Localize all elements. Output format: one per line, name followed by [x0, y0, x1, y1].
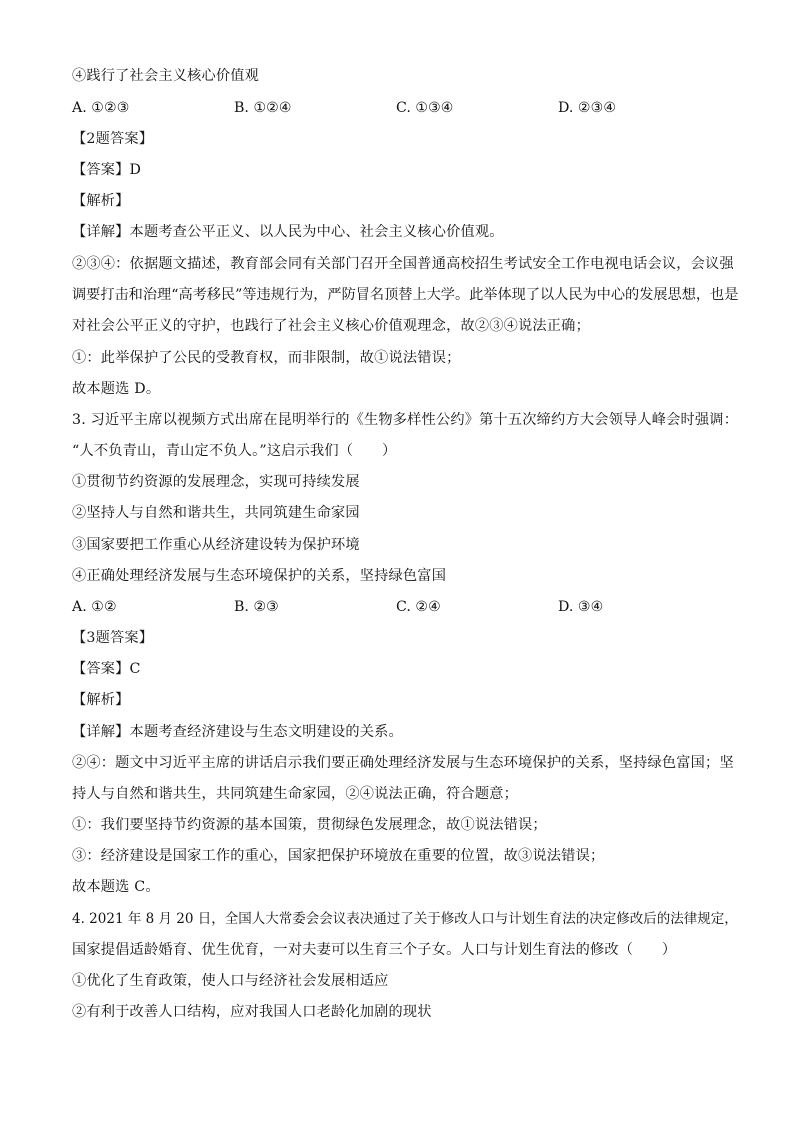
q3-detail: 【详解】本题考查经济建设与生态文明建设的关系。 — [72, 724, 403, 740]
q3-item-1: ①贯彻节约资源的发展理念，实现可持续发展 — [72, 474, 360, 490]
q4-stem-line-2: 国家提倡适龄婚育、优生优育，一对夫妻可以生育三个子女。人口与计划生育法的修改（ ） — [72, 942, 677, 958]
q3-answer-header: 【3题答案】 — [72, 630, 154, 646]
q3-option-b: B. ②③ — [234, 599, 279, 615]
q4-item-1: ①优化了生育政策，使人口与经济社会发展相适应 — [72, 973, 389, 989]
q3-explanation-line-2: 持人与自然和谐共生，共同筑建生命家园，②④说法正确，符合题意； — [72, 786, 519, 802]
q2-explanation-line-4: ①：此举保护了公民的受教育权，而非限制，故①说法错误； — [72, 350, 461, 366]
q2-option-b: B. ①②④ — [234, 100, 292, 116]
q2-option-c: C. ①③④ — [396, 100, 454, 116]
q2-option-d: D. ②③④ — [558, 100, 617, 116]
q2-explanation-line-2: 调要打击和治理“高考移民”等违规行为，严防冒名顶替上大学。此举体现了以人民为中心的发展思想，也是 — [72, 287, 739, 303]
q2-answer: 【答案】D — [72, 162, 142, 178]
q3-option-a: A. ①② — [72, 599, 117, 615]
q3-explanation-line-1: ②④：题文中习近平主席的讲话启示我们要正确处理经济发展与生态环境保护的关系，坚持绿色富国；坚 — [72, 755, 734, 771]
q3-item-4: ④正确处理经济发展与生态环境保护的关系，坚持绿色富国 — [72, 568, 447, 584]
q2-conclusion: 故本题选 D。 — [72, 381, 161, 397]
q3-analysis-label: 【解析】 — [72, 692, 130, 708]
q3-item-3: ③国家要把工作重心从经济建设转为保护环境 — [72, 537, 360, 553]
q4-item-2: ②有利于改善人口结构，应对我国人口老龄化加剧的现状 — [72, 1004, 432, 1020]
q3-conclusion: 故本题选 C。 — [72, 879, 160, 895]
q4-stem-line-1: 4. 2021 年 8 月 20 日，全国人大常委会会议表决通过了关于修改人口与计划生育法的决定修改后的法律规定， — [72, 911, 738, 927]
q3-option-c: C. ②④ — [396, 599, 441, 615]
q2-item-4: ④践行了社会主义核心价值观 — [72, 68, 260, 84]
q2-analysis-label: 【解析】 — [72, 193, 130, 209]
q2-answer-header: 【2题答案】 — [72, 131, 154, 147]
q3-explanation-line-3: ①：我们要坚持节约资源的基本国策，贯彻绿色发展理念，故①说法错误； — [72, 817, 547, 833]
q2-explanation-line-1: ②③④：依据题文描述，教育部会同有关部门召开全国普通高校招生考试安全工作电视电话会议，会议强 — [72, 256, 734, 272]
q3-option-d: D. ③④ — [558, 599, 604, 615]
q3-stem-line-2: “人不负青山，青山定不负人。”这启示我们（ ） — [72, 443, 397, 459]
q3-stem-line-1: 3. 习近平主席以视频方式出席在昆明举行的《生物多样性公约》第十五次缔约方大会领导人峰会时强调： — [72, 412, 739, 428]
q2-explanation-line-3: 对社会公平正义的守护，也践行了社会主义核心价值观理念，故②③④说法正确； — [72, 318, 590, 334]
q3-explanation-line-4: ③：经济建设是国家工作的重心，国家把保护环境放在重要的位置，故③说法错误； — [72, 848, 605, 864]
q3-answer: 【答案】C — [72, 661, 141, 677]
q2-option-a: A. ①②③ — [72, 100, 130, 116]
q2-detail: 【详解】本题考查公平正义、以人民为中心、社会主义核心价值观。 — [72, 224, 504, 240]
q3-item-2: ②坚持人与自然和谐共生，共同筑建生命家园 — [72, 505, 360, 521]
